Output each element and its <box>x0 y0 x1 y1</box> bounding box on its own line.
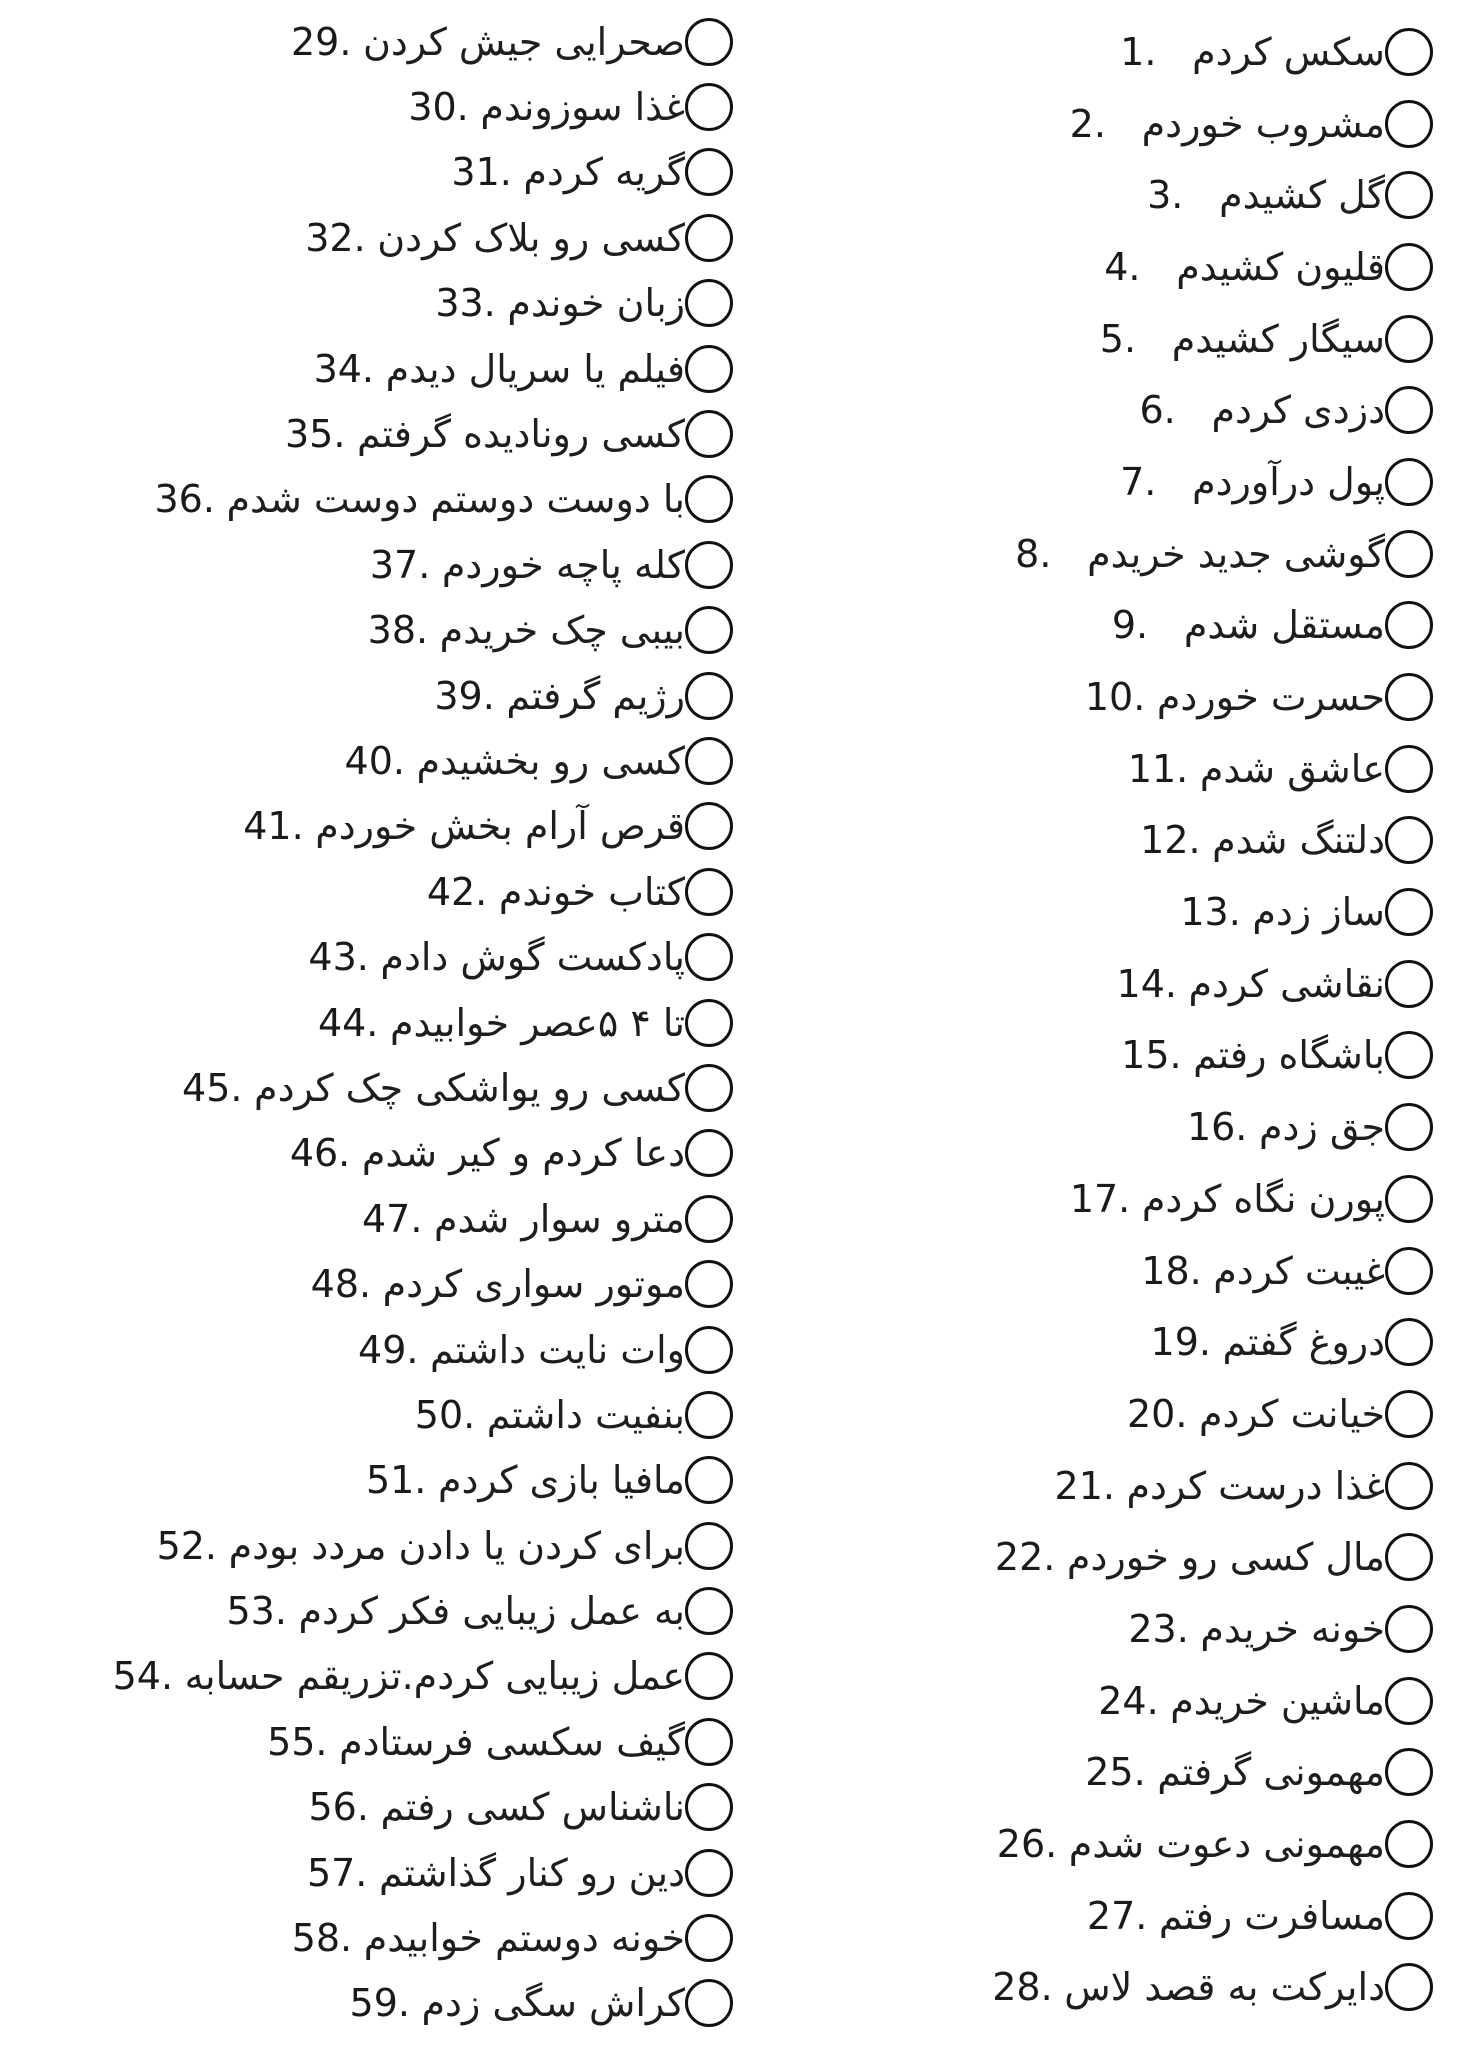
checklist-item[interactable] <box>1078 303 1433 375</box>
checklist-item[interactable] <box>245 1709 733 1774</box>
checklist-item[interactable] <box>283 205 733 270</box>
item-number: 54. <box>112 1654 174 1699</box>
item-number: 30. <box>408 85 469 130</box>
checkbox-circle[interactable] <box>685 1260 733 1308</box>
item-number: 23. <box>1128 1606 1189 1651</box>
item-number: 10. <box>1084 675 1146 720</box>
checklist-item[interactable] <box>1082 231 1433 303</box>
checklist-item[interactable] <box>1048 88 1433 160</box>
item-number: 33. <box>435 281 496 326</box>
item-number: 7. <box>1120 459 1157 504</box>
checklist-item[interactable] <box>1158 876 1433 948</box>
item-label: زبان خوندم <box>507 281 685 326</box>
item-number: 44. <box>317 1000 379 1045</box>
checklist-item[interactable] <box>269 9 733 74</box>
item-label: باشگاه رفتم <box>1193 1033 1385 1078</box>
item-number: 22. <box>994 1535 1056 1580</box>
item-number: 5. <box>1099 316 1137 361</box>
checkbox-circle[interactable] <box>1385 816 1433 864</box>
item-number: 40. <box>344 738 405 783</box>
item-number: 3. <box>1147 173 1184 218</box>
checklist-item[interactable] <box>1099 1020 1433 1092</box>
item-number: 16. <box>1186 1105 1248 1150</box>
checklist-item[interactable] <box>346 598 733 663</box>
item-label: گوشی جدید خریدم <box>1087 531 1385 576</box>
checklist-item[interactable] <box>1090 590 1433 662</box>
item-label: دایرکت به قصد لاس <box>1064 1965 1385 2010</box>
checkbox-circle[interactable] <box>685 1979 733 2027</box>
checkbox-circle[interactable] <box>685 1391 733 1439</box>
checkbox-circle[interactable] <box>1385 601 1433 649</box>
checklist-item[interactable] <box>386 74 733 139</box>
checkbox-circle[interactable] <box>1385 1175 1433 1223</box>
checkbox-circle[interactable] <box>1385 1247 1433 1295</box>
checklist-item[interactable] <box>268 1121 733 1186</box>
checkbox-circle[interactable] <box>1385 1677 1433 1725</box>
item-number: 13. <box>1180 890 1241 935</box>
checkbox-circle[interactable] <box>1385 458 1433 506</box>
checkbox-circle[interactable] <box>1385 28 1433 76</box>
item-label: تا ۴ ۵عصر خوابیدم <box>389 1000 685 1045</box>
item-label: قلیون کشیدم <box>1176 244 1385 289</box>
item-number: 34. <box>313 346 374 391</box>
checkbox-circle[interactable] <box>685 279 733 327</box>
item-number: 26. <box>996 1822 1058 1867</box>
item-label: سکس کردم <box>1192 29 1385 74</box>
item-label: کسی رونادیده گرفتم <box>356 412 685 457</box>
item-number: 20. <box>1126 1391 1188 1436</box>
checkbox-circle[interactable] <box>685 1064 733 1112</box>
item-number: 58. <box>291 1916 353 1961</box>
item-label: غذا سوزوندم <box>480 85 685 130</box>
item-label: خیانت کردم <box>1198 1391 1385 1436</box>
checklist-item[interactable] <box>429 140 733 205</box>
checkbox-circle[interactable] <box>1385 530 1433 578</box>
checklist-item[interactable] <box>993 518 1433 590</box>
checklist-item[interactable] <box>970 1952 1433 2024</box>
checkbox-circle[interactable] <box>1385 960 1433 1008</box>
item-label: وات نایت داشتم <box>430 1327 685 1372</box>
item-number: 25. <box>1085 1750 1146 1795</box>
item-label: فیلم یا سریال دیدم <box>385 346 685 391</box>
item-label: خونه خریدم <box>1200 1606 1385 1651</box>
checkbox-circle[interactable] <box>685 1195 733 1243</box>
item-label: صحرایی جیش کردن <box>362 19 685 64</box>
checklist-item[interactable] <box>135 1513 733 1578</box>
item-number: 28. <box>992 1965 1053 2010</box>
item-number: 18. <box>1141 1248 1202 1293</box>
checkbox-circle[interactable] <box>1385 673 1433 721</box>
checkbox-circle[interactable] <box>1385 1318 1433 1366</box>
item-number: 46. <box>289 1131 351 1176</box>
item-label: مافیا بازی کردم <box>437 1458 685 1503</box>
item-number: 24. <box>1098 1678 1159 1723</box>
checklist-item[interactable] <box>975 1808 1433 1880</box>
checkbox-circle[interactable] <box>1385 1031 1433 1079</box>
item-number: 32. <box>305 215 366 260</box>
checkbox-circle[interactable] <box>685 1522 733 1570</box>
item-label: ساز زدم <box>1252 890 1385 935</box>
item-number: 14. <box>1116 961 1177 1006</box>
checklist-item[interactable] <box>292 336 733 401</box>
checkbox-circle[interactable] <box>685 410 733 458</box>
checkbox-circle[interactable] <box>685 802 733 850</box>
checklist-item[interactable] <box>323 728 733 793</box>
checkbox-circle[interactable] <box>1385 100 1433 148</box>
item-label: مهمونی دعوت شدم <box>1068 1822 1385 1867</box>
item-number: 43. <box>308 935 369 980</box>
item-label: نقاشی کردم <box>1188 961 1385 1006</box>
checklist-item[interactable] <box>1165 1091 1433 1163</box>
checkbox-circle[interactable] <box>685 1456 733 1504</box>
checkbox-circle[interactable] <box>685 1849 733 1897</box>
item-label: غذا درست کردم <box>1126 1463 1385 1508</box>
checklist-item[interactable] <box>285 1840 733 1905</box>
checklist-item[interactable] <box>344 1448 733 1513</box>
checklist-item[interactable] <box>1098 446 1433 518</box>
checklist-item[interactable] <box>132 467 733 532</box>
item-number: 4. <box>1104 244 1141 289</box>
checkbox-circle[interactable] <box>1385 243 1433 291</box>
item-number: 31. <box>451 150 512 195</box>
item-label: ماشین خریدم <box>1170 1678 1385 1723</box>
item-number: 47. <box>362 1196 423 1241</box>
checklist-item[interactable] <box>1095 948 1433 1020</box>
item-number: 27. <box>1086 1893 1148 1938</box>
item-number: 39. <box>434 673 495 718</box>
checklist-item[interactable] <box>412 663 733 728</box>
item-label: پادکست گوش دادم <box>380 935 685 980</box>
checklist-item[interactable] <box>263 401 733 466</box>
item-label: پول درآوردم <box>1192 459 1385 504</box>
item-number: 36. <box>154 477 215 522</box>
checklist-item[interactable] <box>1076 1665 1433 1737</box>
item-label: کله پاچه خوردم <box>441 542 685 587</box>
checklist-item[interactable] <box>1063 1737 1433 1809</box>
item-label: ناشناس کسی رفتم <box>380 1785 685 1830</box>
item-label: سیگار کشیدم <box>1171 316 1385 361</box>
checklist-item[interactable] <box>328 1971 733 2036</box>
checkbox-circle[interactable] <box>1385 1748 1433 1796</box>
checklist-item[interactable] <box>270 1905 733 1970</box>
checkbox-circle[interactable] <box>685 1914 733 1962</box>
checklist-item[interactable] <box>973 1521 1433 1593</box>
checkbox-circle[interactable] <box>1385 315 1433 363</box>
item-label: مشروب خوردم <box>1141 101 1385 146</box>
checklist-item[interactable] <box>1117 374 1433 446</box>
item-label: بیبی چک خریدم <box>439 608 685 653</box>
checklist-item[interactable] <box>296 990 733 1055</box>
item-number: 41. <box>243 804 304 849</box>
item-label: عاشق شدم <box>1199 746 1385 791</box>
checklist-item[interactable] <box>1106 1593 1433 1665</box>
item-label: کتاب خوندم <box>498 869 685 914</box>
checkbox-circle[interactable] <box>1385 888 1433 936</box>
item-label: جق زدم <box>1258 1105 1385 1150</box>
checklist-item[interactable] <box>1119 1235 1433 1307</box>
checklist-column-left <box>0 9 733 2036</box>
item-number: 48. <box>310 1262 372 1307</box>
checklist-item[interactable] <box>1063 661 1433 733</box>
item-number: 1. <box>1120 29 1157 74</box>
item-label: پورن نگاه کردم <box>1141 1176 1385 1221</box>
checkbox-circle[interactable] <box>685 18 733 66</box>
checklist-item[interactable] <box>348 532 733 597</box>
checklist-item[interactable] <box>1048 1163 1433 1235</box>
item-number: 6. <box>1139 388 1176 433</box>
item-number: 38. <box>367 608 429 653</box>
checklist-item[interactable] <box>286 1775 733 1840</box>
checkbox-circle[interactable] <box>685 933 733 981</box>
item-number: 29. <box>290 19 352 64</box>
checklist-item[interactable] <box>1129 1306 1433 1378</box>
item-number: 35. <box>284 412 346 457</box>
checklist-item[interactable] <box>405 859 733 924</box>
checkbox-circle[interactable] <box>1385 1390 1433 1438</box>
checklist-item[interactable] <box>1033 1450 1433 1522</box>
checkbox-circle[interactable] <box>1385 1892 1433 1940</box>
item-number: 17. <box>1069 1176 1131 1221</box>
checkbox-circle[interactable] <box>685 1652 733 1700</box>
item-number: 50. <box>414 1392 476 1437</box>
item-label: برای کردن یا دادن مردد بودم <box>228 1523 685 1568</box>
checkbox-circle[interactable] <box>1385 1963 1433 2011</box>
checklist-item[interactable] <box>160 1055 733 1120</box>
checklist-item[interactable] <box>393 1382 733 1447</box>
item-label: کسی رو بلاک کردن <box>377 215 685 260</box>
item-number: 55. <box>267 1719 328 1764</box>
item-label: کراش سگی زدم <box>421 1981 685 2026</box>
item-number: 21. <box>1054 1463 1115 1508</box>
checkbox-circle[interactable] <box>685 214 733 262</box>
item-number: 19. <box>1150 1320 1211 1365</box>
item-label: دلتنگ شدم <box>1212 818 1385 863</box>
item-number: 57. <box>306 1850 368 1895</box>
item-label: گیف سکسی فرستادم <box>339 1719 685 1764</box>
item-number: 52. <box>156 1523 218 1568</box>
checklist-item[interactable] <box>204 1578 733 1643</box>
checklist-item[interactable] <box>340 1186 733 1251</box>
checkbox-circle[interactable] <box>685 541 733 589</box>
item-label: غیبت کردم <box>1213 1248 1385 1293</box>
item-number: 15. <box>1121 1033 1182 1078</box>
checklist-item[interactable] <box>91 1644 733 1709</box>
checkbox-circle[interactable] <box>1385 171 1433 219</box>
item-label: مترو سوار شدم <box>434 1196 685 1241</box>
checkbox-circle[interactable] <box>685 737 733 785</box>
item-label: دعا کردم و کیر شدم <box>361 1131 685 1176</box>
checkbox-circle[interactable] <box>685 475 733 523</box>
item-number: 37. <box>369 542 431 587</box>
checkbox-circle[interactable] <box>685 83 733 131</box>
item-number: 9. <box>1111 603 1149 648</box>
item-label: دزدی کردم <box>1211 388 1385 433</box>
checkbox-circle[interactable] <box>685 148 733 196</box>
checkbox-circle[interactable] <box>685 345 733 393</box>
item-label: مستقل شدم <box>1183 603 1385 648</box>
item-number: 45. <box>182 1065 243 1110</box>
item-label: مال کسی رو خوردم <box>1066 1535 1385 1580</box>
item-label: دروغ گفتم <box>1222 1320 1385 1365</box>
checkbox-circle[interactable] <box>685 1587 733 1635</box>
checklist-item[interactable] <box>221 794 733 859</box>
item-number: 2. <box>1069 101 1106 146</box>
checklist-item[interactable] <box>286 924 733 989</box>
item-label: مهمونی گرفتم <box>1157 1750 1385 1795</box>
item-label: به عمل زیبایی فکر کردم <box>298 1589 685 1634</box>
item-number: 59. <box>349 1981 410 2026</box>
item-number: 53. <box>226 1589 287 1634</box>
item-label: مسافرت رفتم <box>1158 1893 1385 1938</box>
item-number: 8. <box>1015 531 1052 576</box>
checkbox-circle[interactable] <box>1385 386 1433 434</box>
checkbox-circle[interactable] <box>1385 1820 1433 1868</box>
item-number: 42. <box>426 869 488 914</box>
item-label: قرص آرام بخش خوردم <box>315 804 685 849</box>
item-label: گل کشیدم <box>1219 173 1385 218</box>
item-number: 12. <box>1140 818 1201 863</box>
item-label: دین رو کنار گذاشتم <box>378 1850 685 1895</box>
checkbox-circle[interactable] <box>685 1783 733 1831</box>
checkbox-circle[interactable] <box>685 868 733 916</box>
checkbox-circle[interactable] <box>685 1718 733 1766</box>
checkbox-circle[interactable] <box>685 606 733 654</box>
checkbox-circle[interactable] <box>1385 1462 1433 1510</box>
checklist-item[interactable] <box>413 271 733 336</box>
checkbox-circle[interactable] <box>685 999 733 1047</box>
item-number: 11. <box>1127 746 1189 791</box>
checkbox-circle[interactable] <box>1385 745 1433 793</box>
item-label: کسی رو بخشیدم <box>416 738 685 783</box>
item-label: کسی رو یواشکی چک کردم <box>254 1065 685 1110</box>
checklist-item[interactable] <box>1098 16 1433 88</box>
checkbox-circle[interactable] <box>685 1129 733 1177</box>
item-number: 51. <box>365 1458 427 1503</box>
item-label: رژیم گرفتم <box>506 673 685 718</box>
item-label: با دوست دوستم دوست شدم <box>226 477 685 522</box>
item-label: گریه کردم <box>523 150 685 195</box>
checklist-item[interactable] <box>336 1317 733 1382</box>
checklist-column-right <box>970 16 1433 2023</box>
checklist-item[interactable] <box>1065 1880 1433 1952</box>
item-label: بنفیت داشتم <box>486 1392 685 1437</box>
checkbox-circle[interactable] <box>685 1326 733 1374</box>
checklist-item[interactable] <box>289 1251 733 1316</box>
item-label: عمل زیبایی کردم.تزریقم حسابه <box>184 1654 685 1699</box>
checkbox-circle[interactable] <box>1385 1103 1433 1151</box>
checklist-item[interactable] <box>1105 1378 1433 1450</box>
checklist-item[interactable] <box>1118 805 1433 877</box>
item-label: موتور سواری کردم <box>382 1262 685 1307</box>
item-label: خونه دوستم خوابیدم <box>363 1916 685 1961</box>
item-label: حسرت خوردم <box>1156 675 1385 720</box>
checklist-item[interactable] <box>1106 733 1433 805</box>
item-number: 49. <box>358 1327 419 1372</box>
checklist-item[interactable] <box>1125 159 1433 231</box>
checkbox-circle[interactable] <box>1385 1605 1433 1653</box>
item-number: 56. <box>308 1785 369 1830</box>
checkbox-circle[interactable] <box>1385 1533 1433 1581</box>
checkbox-circle[interactable] <box>685 672 733 720</box>
